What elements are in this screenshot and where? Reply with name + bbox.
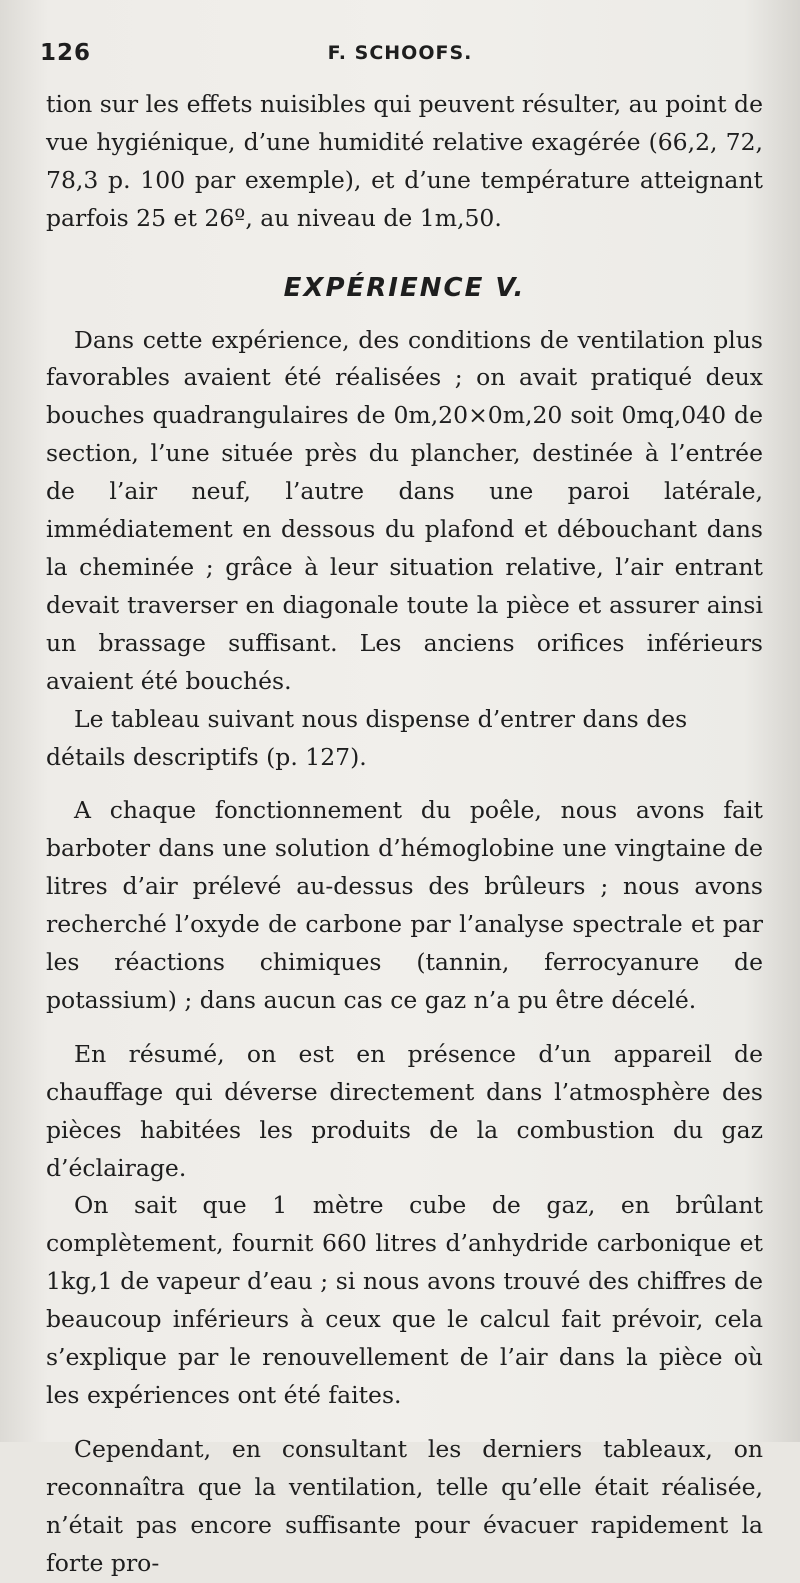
paragraph-ventilation: Dans cette expérience, des conditions de ventilation plus favorables avaient été réalisées ; on avait pratiqué deux bouches quadrangulaires de 0m,20×0m,20 soit 0mq,040 de section, l’une située près du plancher, destinée à l’entrée de l’air neuf, l’autre dans une paroi latérale, immédiatement en dessous du plafond et débouchant dans la cheminée ; grâce à leur situation relative, l’air entrant devait traverser en diagonale toute la pièce et assurer ainsi un brassage suffisant. Les anciens orifices inférieurs avaient été bouchés. — [46, 325, 763, 695]
paragraph-continuation: tion sur les effets nuisibles qui peuvent résulter, au point de vue hygiénique, d’une humidité relative exagérée (66,2, 72, 78,3 p. 100 par exemple), et d’une température atteignant parfois 25 et 26º, au niveau de 1m,50. — [46, 90, 764, 232]
page-header — [40, 40, 760, 76]
paragraph-hemoglobin-test: A chaque fonctionnement du poêle, nous avons fait barboter dans une solution d’hémoglobine une vingtaine de litres d’air prélevé au-dessus des brûleurs ; nous avons recherché l’oxyde de carbone par l’analyse spectrale et par les réactions chimiques (tannin, ferrocyanure de potassium) ; dans aucun cas ce gaz n’a pu être décelé. — [46, 796, 763, 1014]
paragraph-gas-combustion: On sait que 1 mètre cube de gaz, en brûlant complètement, fournit 660 litres d’anhydride carbonique et 1kg,1 de vapeur d’eau ; si nous avons trouvé des chiffres de beaucoup inférieurs à ceux que le calcul fait prévoir, cela s’explique par le renouvellement de l’air dans la pièce où les expériences ont été faites. — [46, 1191, 763, 1409]
section-title: EXPÉRIENCE V. — [283, 272, 526, 303]
paragraph-conclusion: Cependant, en consultant les derniers tableaux, on reconnaîtra que la ventilation, telle qu’elle était réalisée, n’était pas encore suffisante pour évacuer rapidement la forte pro- — [46, 1434, 763, 1577]
page-body — [46, 86, 763, 1583]
page-number: 126 — [40, 40, 92, 66]
running-head: F. SCHOOFS. — [327, 42, 473, 64]
paragraph-summary: En résumé, on est en présence d’un appareil de chauffage qui déverse directement dans l’atmosphère des pièces habitées les produits de la combustion du gaz d’éclairage. — [46, 1039, 763, 1182]
paragraph-table-reference: Le tableau suivant nous dispense d’entrer dans des détails descriptifs (p. 127). — [46, 704, 688, 771]
